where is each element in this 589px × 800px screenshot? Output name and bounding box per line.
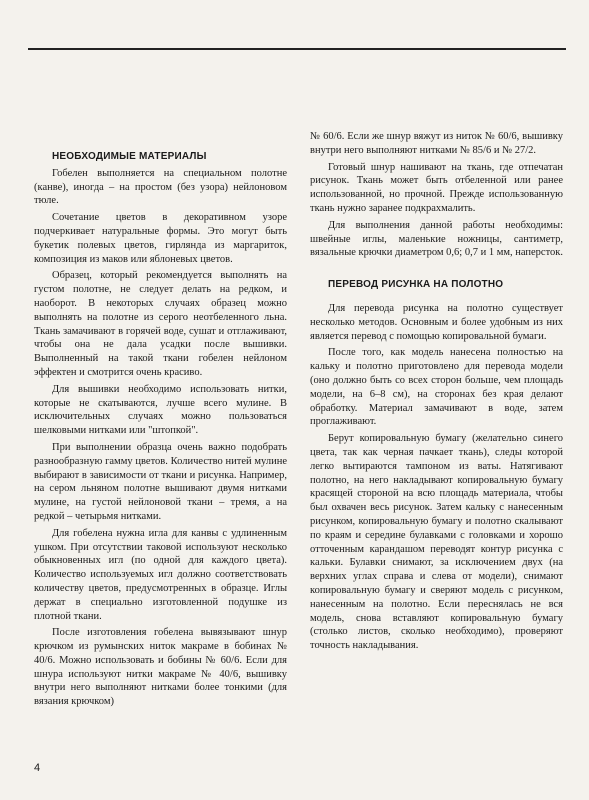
heading-materials: НЕОБХОДИМЫЕ МАТЕРИАЛЫ xyxy=(52,151,207,162)
paragraph: Для перевода рисунка на полотно существует несколько методов. Основным и более удобным из них является перевод с помощью копировальной бумаги. xyxy=(310,302,563,342)
paragraph: После того, как модель нанесена полностью на кальку и полотно приготовлено для перевода модели (оно должно быть со всех сторон больше, чем площадь модели, на 6–8 см), на сторонах без края делают обработку. Материал замачивают в воде, затем проглаживают. xyxy=(310,347,563,428)
paragraph: При выполнении образца очень важно подобрать разнообразную гамму цветов. Количество нитей мулине выбирают в зависимости от ткани и рисунка. Например, на сером льняном полотне вышивают двумя нитками мулине, на густой нейлоновой ткани – тремя, а на редкой – четырьмя нитками. xyxy=(34,441,287,522)
paragraph: Сочетание цветов в декоративном узоре подчеркивает натуральные формы. Это могут быть букетик полевых цветов, гирлянда из маргариток, композиция из маков или яблоневых цветов. xyxy=(34,212,287,265)
paragraph: Готовый шнур нашивают на ткань, где отпечатан рисунок. Ткань может быть отбеленной или ранее использованной, но прочной. Прежде использованную ткань нужно заранее подкрахмалить. xyxy=(310,161,563,214)
paragraph: Гобелен выполняется на специальном полотне (канве), иногда – на простом (без узора) нейлоновом тюле. xyxy=(34,167,287,207)
paragraph: Образец, который рекомендуется выполнять на густом полотне, не следует делать на редком, и наоборот. В некоторых случаях образец можно выполнять на полотне из серого неотбеленного льна. Ткань замачивают в горячей воде, сушат и отглаживают, чтобы она не дала усадки после вышивки. Выполненный на такой ткани гобелен нейлоном эффектен и смотрится очень красиво. xyxy=(34,270,287,378)
heading-transfer: ПЕРЕВОД РИСУНКА НА ПОЛОТНО xyxy=(328,279,504,291)
paragraph: Берут копировальную бумагу (желательно синего цвета, так как черная пачкает ткань), следы которой легко вытираются тампоном из ваты. Натягивают полотно, на него накладывают копировальную бумагу красящей стороной на всю площадь материала, чтобы был охвачен весь рисунок. Затем кальку с нанесенным рисунком, копировальную бумагу и полотно скалывают по краям и середине булавками с головками и хорошо отточенным карандашом переводят контур рисунка с кальки. Булавки снимают, за исключением двух (на верхних углах справа и слева от модели), снимают копировальную бумагу и сверяют модель с рисунком, нанесенным на полотно. Если переснялась не вся модель, снова вставляют копировальную бумагу (столько листов, сколько необходимо), проверяют точность накладывания. xyxy=(310,433,563,652)
paragraph: Для гобелена нужна игла для канвы с удлиненным ушком. При отсутствии таковой используют несколько обыкновенных игл (по одной для каждого цвета). Количество используемых игл должно соответствовать количеству цветов, предусмотренных в образце. Иглы держат в специально изготовленной подушке из плотной ткани. xyxy=(34,527,287,622)
paragraph: После изготовления гобелена вывязывают шнур крючком из румынских ниток макраме в бобинах № 40/6. Можно использовать и бобины № 60/6. Если для шнура используют нитки макраме № 40/6, вышивку внутри него выполняют нитками более тонкими (для вязания крючком) xyxy=(34,627,287,708)
left-column xyxy=(34,150,287,712)
paragraph-continuation: № 60/6. Если же шнур вяжут из ниток № 60/6, вышивку внутри него выполняют нитками № 85/6 и № 27/2. xyxy=(310,131,563,156)
top-rule xyxy=(28,48,566,50)
page-number: 4 xyxy=(34,762,41,774)
paragraph: Для вышивки необходимо использовать нитки, которые не скатываются, лучше всего мулине. В исключительных случаях можно пользоваться шелковыми нитками или "штопкой". xyxy=(34,383,287,437)
paragraph: Для выполнения данной работы необходимы: швейные иглы, маленькие ножницы, сантиметр, вязальные крючки диаметром 0,6; 0,7 и 1 мм, наперсток. xyxy=(310,219,564,259)
right-column xyxy=(310,130,563,656)
